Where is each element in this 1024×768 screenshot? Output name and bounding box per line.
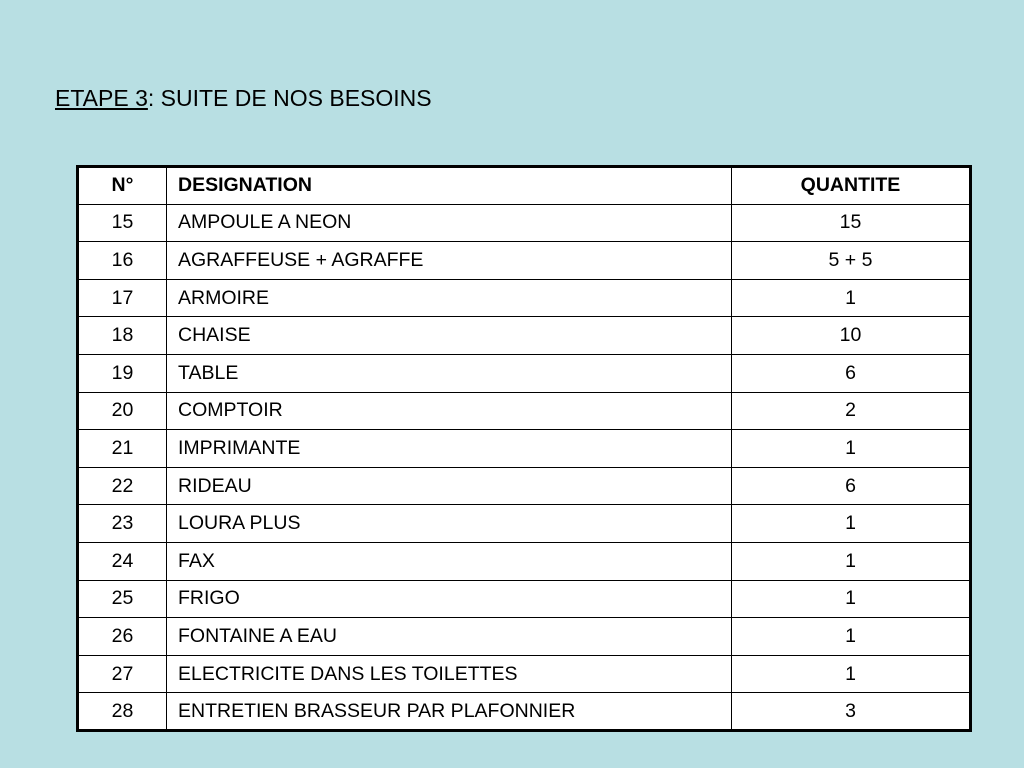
table-header-row [78, 167, 971, 205]
row-quantity: 3 [732, 693, 971, 731]
row-quantity: 1 [732, 279, 971, 317]
table-row [78, 655, 971, 693]
row-number: 25 [78, 580, 167, 618]
row-designation: TABLE [167, 354, 732, 392]
row-quantity: 15 [732, 204, 971, 242]
row-number: 19 [78, 354, 167, 392]
row-designation: IMPRIMANTE [167, 430, 732, 468]
row-quantity: 6 [732, 467, 971, 505]
row-designation: CHAISE [167, 317, 732, 355]
table-row [78, 693, 971, 731]
row-quantity: 6 [732, 354, 971, 392]
row-designation: ELECTRICITE DANS LES TOILETTES [167, 655, 732, 693]
table-row [78, 279, 971, 317]
header-designation: DESIGNATION [167, 167, 732, 205]
table-row [78, 430, 971, 468]
table-body [78, 204, 971, 730]
row-number: 23 [78, 505, 167, 543]
title-text: : SUITE DE NOS BESOINS [147, 85, 432, 111]
table-row [78, 354, 971, 392]
table-row [78, 392, 971, 430]
row-number: 24 [78, 542, 167, 580]
page-title [55, 85, 432, 112]
row-quantity: 1 [732, 542, 971, 580]
row-number: 17 [78, 279, 167, 317]
needs-table [76, 165, 972, 732]
title-step-label: ETAPE 3 [55, 85, 148, 111]
row-number: 27 [78, 655, 167, 693]
row-designation: COMPTOIR [167, 392, 732, 430]
table-row [78, 242, 971, 280]
row-quantity: 10 [732, 317, 971, 355]
table-row [78, 580, 971, 618]
row-designation: FAX [167, 542, 732, 580]
row-quantity: 5 + 5 [732, 242, 971, 280]
row-quantity: 1 [732, 430, 971, 468]
row-number: 18 [78, 317, 167, 355]
row-number: 21 [78, 430, 167, 468]
table-row [78, 317, 971, 355]
table-row [78, 618, 971, 656]
row-quantity: 2 [732, 392, 971, 430]
row-quantity: 1 [732, 580, 971, 618]
row-designation: FONTAINE A EAU [167, 618, 732, 656]
table-row [78, 542, 971, 580]
row-designation: LOURA PLUS [167, 505, 732, 543]
row-number: 16 [78, 242, 167, 280]
row-quantity: 1 [732, 505, 971, 543]
row-designation: RIDEAU [167, 467, 732, 505]
row-number: 26 [78, 618, 167, 656]
row-designation: ARMOIRE [167, 279, 732, 317]
row-designation: AMPOULE A NEON [167, 204, 732, 242]
header-quantity: QUANTITE [732, 167, 971, 205]
table-row [78, 467, 971, 505]
row-number: 28 [78, 693, 167, 731]
row-designation: FRIGO [167, 580, 732, 618]
row-quantity: 1 [732, 618, 971, 656]
row-number: 22 [78, 467, 167, 505]
table-row [78, 204, 971, 242]
header-number: N° [78, 167, 167, 205]
row-designation: ENTRETIEN BRASSEUR PAR PLAFONNIER [167, 693, 732, 731]
row-number: 20 [78, 392, 167, 430]
row-designation: AGRAFFEUSE + AGRAFFE [167, 242, 732, 280]
row-quantity: 1 [732, 655, 971, 693]
row-number: 15 [78, 204, 167, 242]
table-row [78, 505, 971, 543]
